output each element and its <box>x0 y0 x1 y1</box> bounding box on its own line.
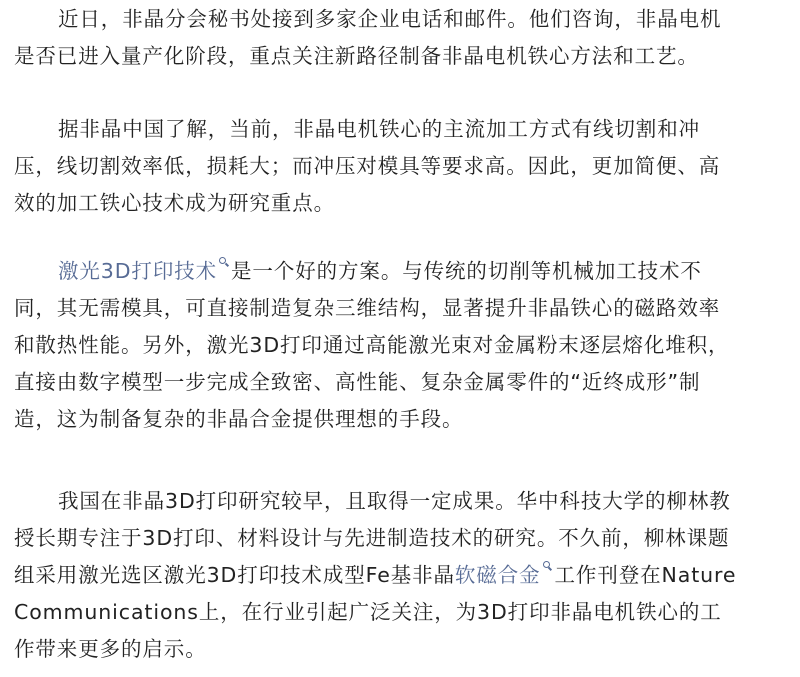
text-line: 我国在非晶3D打印研究较早，且取得一定成果。华中科技大学的柳林教 <box>58 489 731 513</box>
text-line: 效的加工铁心技术成为研究重点。 <box>14 191 335 215</box>
text-line: 造，这为制备复杂的非晶合金提供理想的手段。 <box>14 407 464 431</box>
search-link-laser-3d-printing[interactable]: 激光3D打印技术 <box>58 259 218 283</box>
text-line: Communications上，在行业引起广泛关注，为3D打印非晶电机铁心的工 <box>14 600 722 624</box>
text-line: 压，线切割效率低，损耗大；而冲压对模具等要求高。因此，更加简便、高 <box>14 154 721 178</box>
search-link-soft-magnetic-alloy[interactable]: 软磁合金 <box>454 563 541 587</box>
text-line: 和散热性能。另外，激光3D打印通过高能激光束对金属粉末逐层熔化堆积， <box>14 333 730 357</box>
text-line <box>14 557 786 594</box>
text-line <box>14 253 786 290</box>
text-line: 据非晶中国了解，当前，非晶电机铁心的主流加工方式有线切割和冲 <box>58 117 700 141</box>
text-run: 是一个好的方案。与传统的切削等机械加工技术不 <box>231 259 702 283</box>
paragraph-1 <box>14 1 786 75</box>
search-icon[interactable] <box>219 257 229 273</box>
paragraph-2 <box>14 111 786 222</box>
paragraph-3 <box>14 253 786 438</box>
text-line: 是否已进入量产化阶段，重点关注新路径制备非晶电机铁心方法和工艺。 <box>14 44 699 68</box>
text-line: 近日，非晶分会秘书处接到多家企业电话和邮件。他们咨询，非晶电机 <box>58 7 722 31</box>
text-line: 同，其无需模具，可直接制造复杂三维结构，显著提升非晶铁心的磁路效率 <box>14 296 721 320</box>
text-line: 直接由数字模型一步完成全致密、高性能、复杂金属零件的“近终成形”制 <box>14 370 701 394</box>
text-run: 组采用激光选区激光3D打印技术成型Fe基非晶 <box>14 563 455 587</box>
paragraph-4 <box>14 483 786 668</box>
text-run: 工作刊登在Nature <box>554 563 737 587</box>
text-line: 作带来更多的启示。 <box>14 637 207 661</box>
search-icon[interactable] <box>543 561 553 577</box>
text-line: 授长期专注于3D打印、材料设计与先进制造技术的研究。不久前，柳林课题 <box>14 526 730 550</box>
